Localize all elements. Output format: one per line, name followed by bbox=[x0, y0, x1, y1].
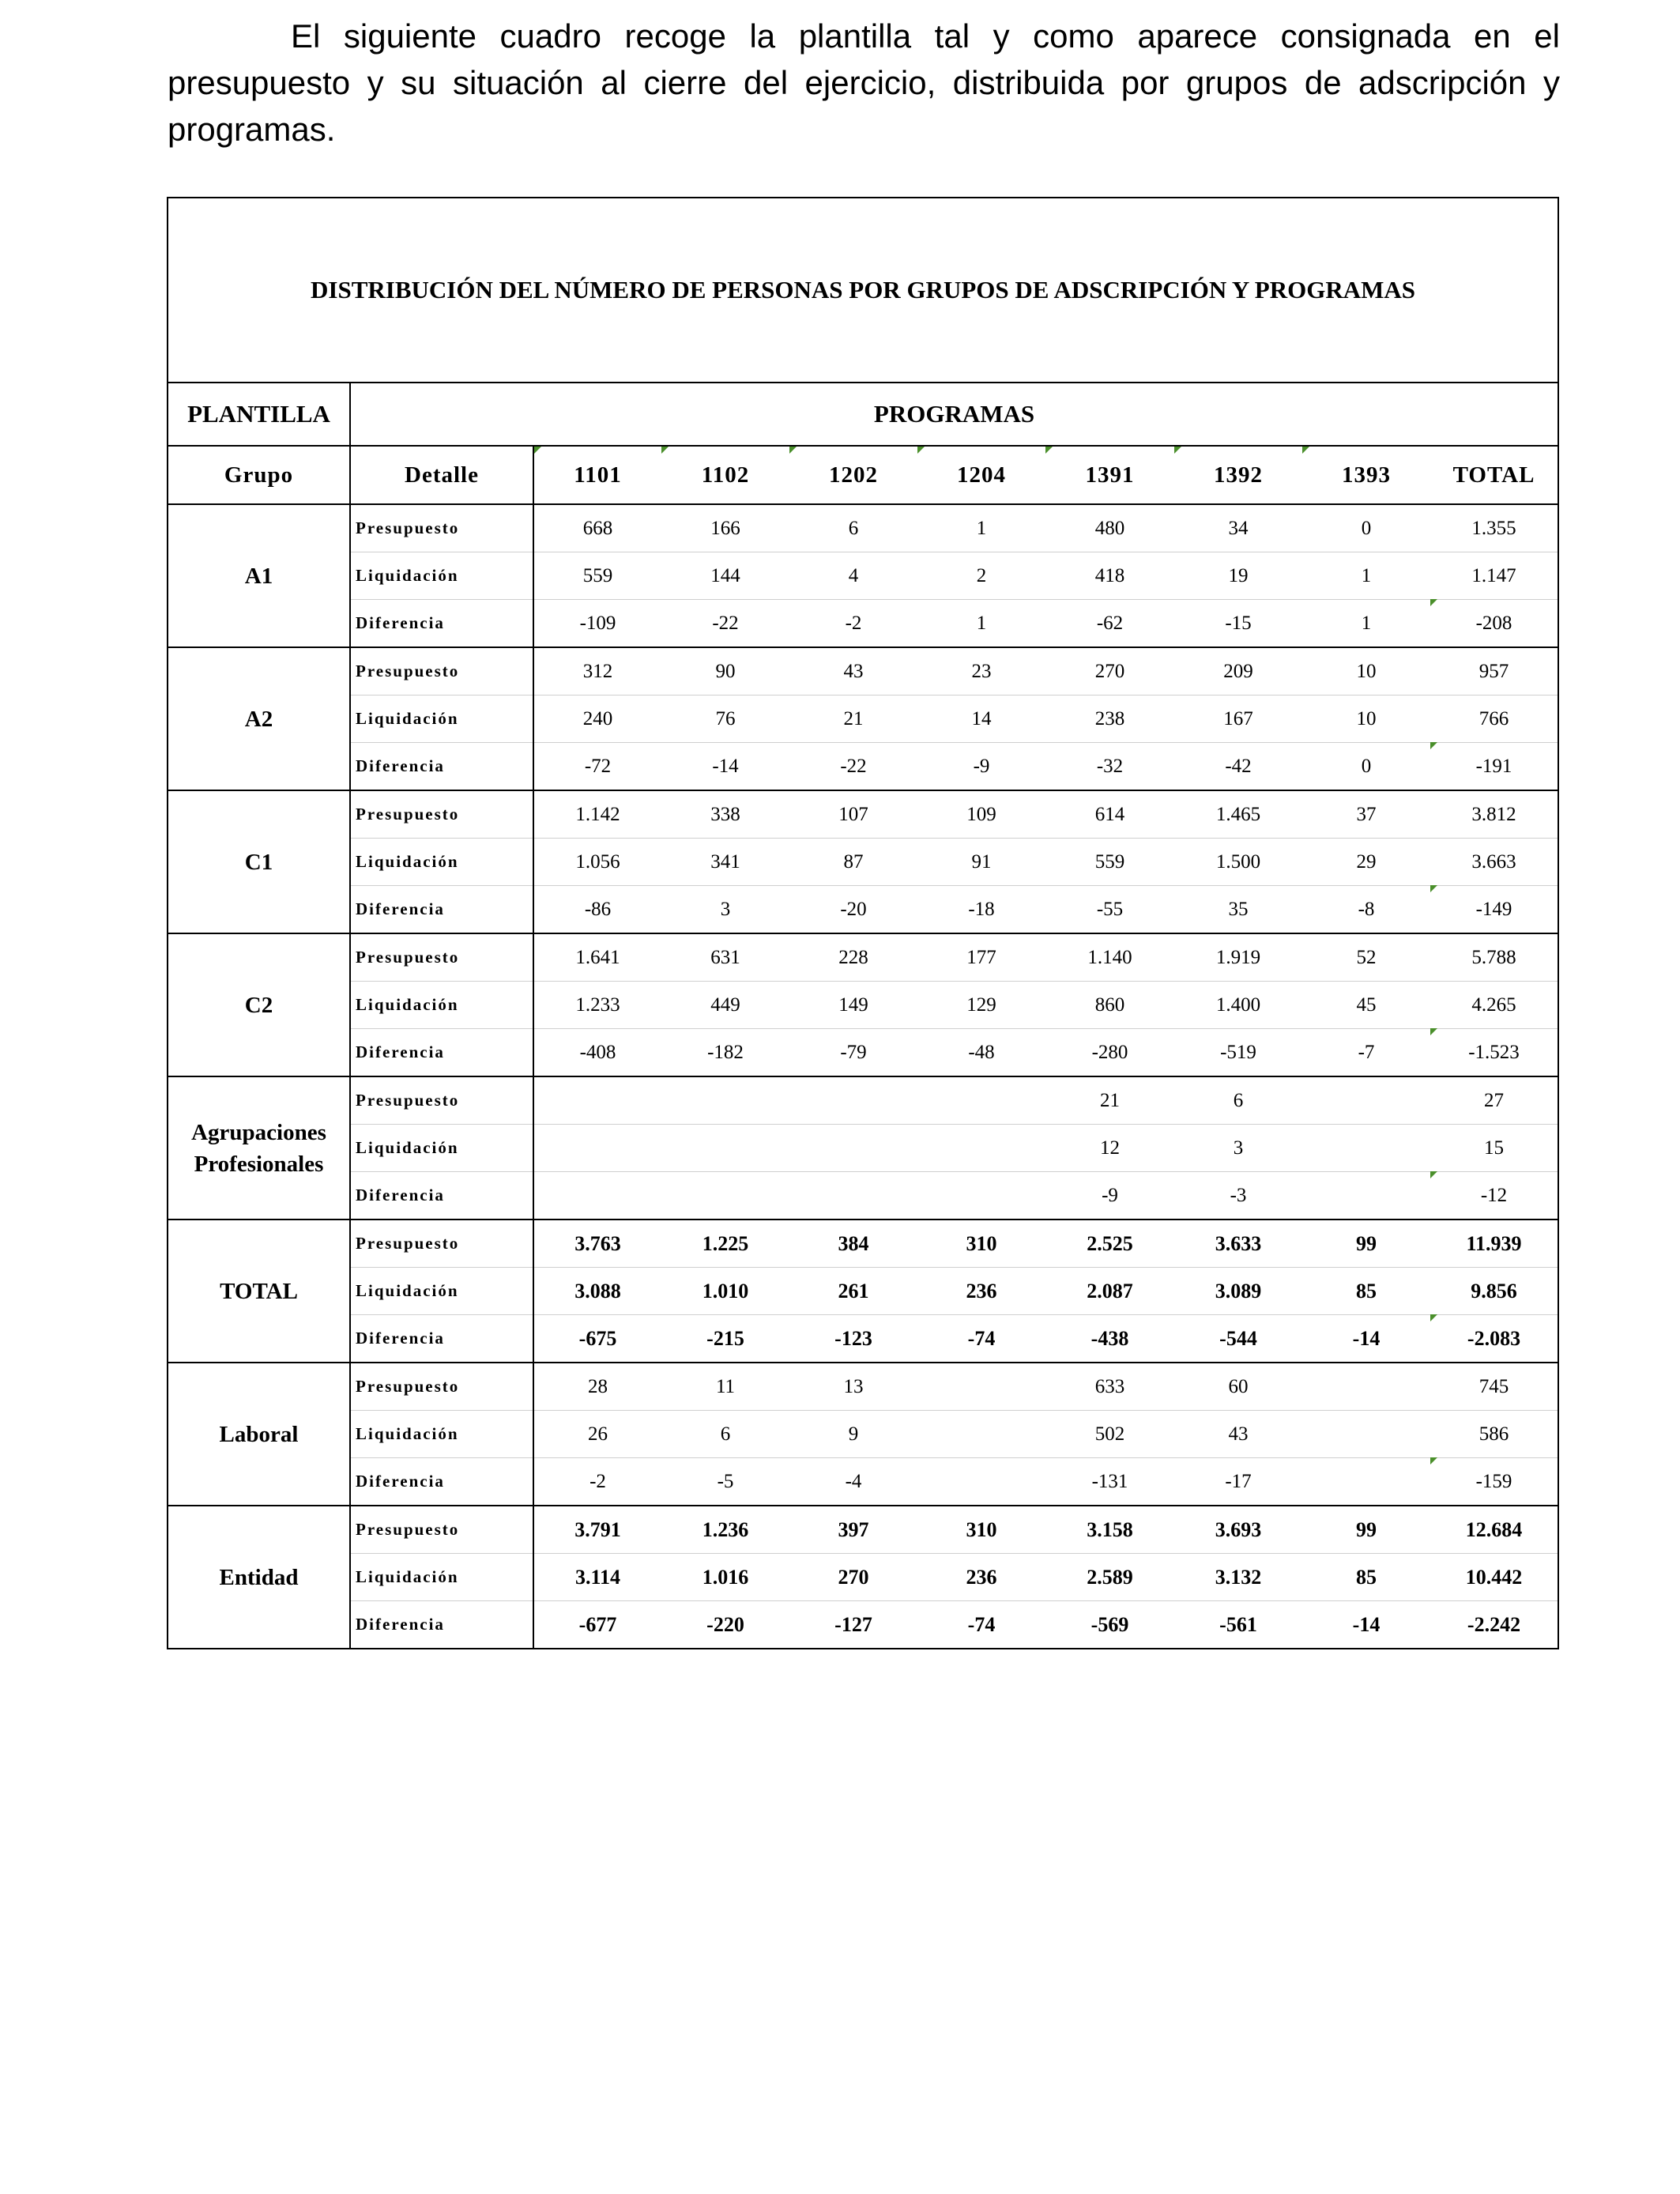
column-header-1392: 1392 bbox=[1174, 446, 1302, 504]
table-cell: 9 bbox=[789, 1411, 917, 1458]
group-name: C1 bbox=[168, 790, 350, 933]
table-cell: 668 bbox=[533, 504, 661, 552]
group-name: A2 bbox=[168, 647, 350, 790]
table-cell bbox=[1302, 1411, 1430, 1458]
table-row bbox=[168, 1506, 1558, 1554]
table-cell: 21 bbox=[1045, 1076, 1174, 1125]
table-cell: 2.589 bbox=[1045, 1554, 1174, 1601]
table-cell: 1.147 bbox=[1430, 552, 1558, 600]
column-header-1101: 1101 bbox=[533, 446, 661, 504]
table-cell: -569 bbox=[1045, 1601, 1174, 1649]
table-row bbox=[168, 1315, 1558, 1363]
detail-label: Liquidación bbox=[350, 1411, 533, 1458]
table-cell: 19 bbox=[1174, 552, 1302, 600]
table-cell: -18 bbox=[917, 886, 1045, 934]
table-cell: 1.400 bbox=[1174, 982, 1302, 1029]
detail-label: Diferencia bbox=[350, 1601, 533, 1649]
table-cell: 745 bbox=[1430, 1363, 1558, 1411]
table-cell: -2 bbox=[789, 600, 917, 648]
detail-label: Liquidación bbox=[350, 696, 533, 743]
table-cell: -2.083 bbox=[1430, 1315, 1558, 1363]
table-cell: 1.465 bbox=[1174, 790, 1302, 839]
grupo-header: Grupo bbox=[168, 446, 350, 504]
table-cell: -32 bbox=[1045, 743, 1174, 791]
table-cell: 1.140 bbox=[1045, 933, 1174, 982]
table-cell: 43 bbox=[789, 647, 917, 696]
detail-label: Presupuesto bbox=[350, 1220, 533, 1268]
table-row bbox=[168, 743, 1558, 791]
table-cell bbox=[789, 1125, 917, 1172]
table-cell: -48 bbox=[917, 1029, 1045, 1077]
table-cell: 12.684 bbox=[1430, 1506, 1558, 1554]
table-cell: 129 bbox=[917, 982, 1045, 1029]
table-row bbox=[168, 600, 1558, 648]
table-cell: 1 bbox=[1302, 600, 1430, 648]
table-cell bbox=[917, 1458, 1045, 1506]
detail-label: Presupuesto bbox=[350, 504, 533, 552]
table-cell: -8 bbox=[1302, 886, 1430, 934]
table-cell: 3.633 bbox=[1174, 1220, 1302, 1268]
table-cell bbox=[789, 1076, 917, 1125]
column-header-1102: 1102 bbox=[661, 446, 789, 504]
table-row bbox=[168, 504, 1558, 552]
table-cell: 10.442 bbox=[1430, 1554, 1558, 1601]
table-cell: 99 bbox=[1302, 1220, 1430, 1268]
table-cell: 449 bbox=[661, 982, 789, 1029]
table-row bbox=[168, 1029, 1558, 1077]
table-cell: 631 bbox=[661, 933, 789, 982]
table-cell: 270 bbox=[789, 1554, 917, 1601]
table-cell: -74 bbox=[917, 1315, 1045, 1363]
table-cell: -109 bbox=[533, 600, 661, 648]
table-cell: 14 bbox=[917, 696, 1045, 743]
table-cell: 614 bbox=[1045, 790, 1174, 839]
table-cell: -438 bbox=[1045, 1315, 1174, 1363]
table-cell: -215 bbox=[661, 1315, 789, 1363]
table-cell: 10 bbox=[1302, 696, 1430, 743]
table-cell bbox=[1302, 1363, 1430, 1411]
table-cell: -12 bbox=[1430, 1172, 1558, 1220]
table-cell: 310 bbox=[917, 1220, 1045, 1268]
table-cell: 6 bbox=[1174, 1076, 1302, 1125]
table-cell: 2 bbox=[917, 552, 1045, 600]
table-cell: 3.089 bbox=[1174, 1268, 1302, 1315]
table-cell: -14 bbox=[661, 743, 789, 791]
detail-label: Presupuesto bbox=[350, 1076, 533, 1125]
table-cell: 144 bbox=[661, 552, 789, 600]
table-cell: 149 bbox=[789, 982, 917, 1029]
table-cell: -3 bbox=[1174, 1172, 1302, 1220]
table-cell: -9 bbox=[917, 743, 1045, 791]
table-cell: 312 bbox=[533, 647, 661, 696]
table-row bbox=[168, 839, 1558, 886]
table-row bbox=[168, 647, 1558, 696]
detail-label: Presupuesto bbox=[350, 1506, 533, 1554]
detail-label: Diferencia bbox=[350, 1458, 533, 1506]
programas-header: PROGRAMAS bbox=[350, 383, 1558, 446]
group-name: Laboral bbox=[168, 1363, 350, 1506]
table-cell: 87 bbox=[789, 839, 917, 886]
table-cell bbox=[533, 1125, 661, 1172]
table-cell: -2.242 bbox=[1430, 1601, 1558, 1649]
table-cell bbox=[533, 1172, 661, 1220]
distribution-table bbox=[167, 197, 1559, 1649]
table-cell: 2.087 bbox=[1045, 1268, 1174, 1315]
column-header-total: TOTAL bbox=[1430, 446, 1558, 504]
table-cell: 3.088 bbox=[533, 1268, 661, 1315]
table-cell: 1 bbox=[1302, 552, 1430, 600]
table-cell: 240 bbox=[533, 696, 661, 743]
table-cell: 559 bbox=[1045, 839, 1174, 886]
detalle-header: Detalle bbox=[350, 446, 533, 504]
table-cell: -1.523 bbox=[1430, 1029, 1558, 1077]
table-cell: 236 bbox=[917, 1268, 1045, 1315]
column-header-1393: 1393 bbox=[1302, 446, 1430, 504]
table-cell: 633 bbox=[1045, 1363, 1174, 1411]
table-cell: 0 bbox=[1302, 504, 1430, 552]
table-row bbox=[168, 696, 1558, 743]
table-cell bbox=[917, 1076, 1045, 1125]
table-cell: 5.788 bbox=[1430, 933, 1558, 982]
table-cell: -2 bbox=[533, 1458, 661, 1506]
table-cell: -544 bbox=[1174, 1315, 1302, 1363]
table-cell: 3.663 bbox=[1430, 839, 1558, 886]
table-cell: 3 bbox=[1174, 1125, 1302, 1172]
table-cell: 3.132 bbox=[1174, 1554, 1302, 1601]
table-cell bbox=[661, 1125, 789, 1172]
table-cell: 310 bbox=[917, 1506, 1045, 1554]
table-cell: 109 bbox=[917, 790, 1045, 839]
detail-label: Liquidación bbox=[350, 839, 533, 886]
table-cell: -131 bbox=[1045, 1458, 1174, 1506]
table-cell: 957 bbox=[1430, 647, 1558, 696]
table-cell: -149 bbox=[1430, 886, 1558, 934]
table-cell: 228 bbox=[789, 933, 917, 982]
table-cell: 1 bbox=[917, 600, 1045, 648]
table-cell: 12 bbox=[1045, 1125, 1174, 1172]
table-cell: 45 bbox=[1302, 982, 1430, 1029]
table-cell: 43 bbox=[1174, 1411, 1302, 1458]
table-cell: 6 bbox=[789, 504, 917, 552]
table-row bbox=[168, 886, 1558, 934]
table-cell: 3.763 bbox=[533, 1220, 661, 1268]
table-cell: 60 bbox=[1174, 1363, 1302, 1411]
table-row bbox=[168, 552, 1558, 600]
table-cell: 418 bbox=[1045, 552, 1174, 600]
table-cell bbox=[917, 1411, 1045, 1458]
table-cell: -5 bbox=[661, 1458, 789, 1506]
table-cell: 1.236 bbox=[661, 1506, 789, 1554]
group-name: Entidad bbox=[168, 1506, 350, 1649]
detail-label: Presupuesto bbox=[350, 933, 533, 982]
table-cell: -62 bbox=[1045, 600, 1174, 648]
table-cell: -220 bbox=[661, 1601, 789, 1649]
table-row bbox=[168, 982, 1558, 1029]
detail-label: Liquidación bbox=[350, 552, 533, 600]
table-cell: 167 bbox=[1174, 696, 1302, 743]
table-cell bbox=[661, 1076, 789, 1125]
column-header-1204: 1204 bbox=[917, 446, 1045, 504]
detail-label: Liquidación bbox=[350, 1268, 533, 1315]
detail-label: Presupuesto bbox=[350, 790, 533, 839]
table-cell: 107 bbox=[789, 790, 917, 839]
table-row bbox=[168, 790, 1558, 839]
table-cell: 586 bbox=[1430, 1411, 1558, 1458]
table-cell bbox=[661, 1172, 789, 1220]
table-cell: 236 bbox=[917, 1554, 1045, 1601]
table-cell: 34 bbox=[1174, 504, 1302, 552]
table-cell: 397 bbox=[789, 1506, 917, 1554]
detail-label: Diferencia bbox=[350, 600, 533, 648]
table-cell: -55 bbox=[1045, 886, 1174, 934]
table-cell: -22 bbox=[661, 600, 789, 648]
table-cell: 270 bbox=[1045, 647, 1174, 696]
table-cell: 23 bbox=[917, 647, 1045, 696]
table-cell: 15 bbox=[1430, 1125, 1558, 1172]
table-cell: -4 bbox=[789, 1458, 917, 1506]
detail-label: Diferencia bbox=[350, 1315, 533, 1363]
detail-label: Liquidación bbox=[350, 1554, 533, 1601]
group-name: C2 bbox=[168, 933, 350, 1076]
table-cell bbox=[917, 1363, 1045, 1411]
table-cell: 29 bbox=[1302, 839, 1430, 886]
table-cell bbox=[917, 1125, 1045, 1172]
table-cell: -72 bbox=[533, 743, 661, 791]
table-cell: 6 bbox=[661, 1411, 789, 1458]
table-row bbox=[168, 1601, 1558, 1649]
table-cell: 1.641 bbox=[533, 933, 661, 982]
table-cell: 3.812 bbox=[1430, 790, 1558, 839]
table-cell: 90 bbox=[661, 647, 789, 696]
table-cell bbox=[1302, 1076, 1430, 1125]
table-cell: -127 bbox=[789, 1601, 917, 1649]
detail-label: Presupuesto bbox=[350, 1363, 533, 1411]
table-cell: 559 bbox=[533, 552, 661, 600]
table-cell: 10 bbox=[1302, 647, 1430, 696]
detail-label: Diferencia bbox=[350, 1172, 533, 1220]
table-cell: 52 bbox=[1302, 933, 1430, 982]
detail-label: Diferencia bbox=[350, 1029, 533, 1077]
table-cell: -7 bbox=[1302, 1029, 1430, 1077]
table-row bbox=[168, 1458, 1558, 1506]
detail-label: Liquidación bbox=[350, 982, 533, 1029]
table-cell: -20 bbox=[789, 886, 917, 934]
table-cell: 1.056 bbox=[533, 839, 661, 886]
table-cell: 1.142 bbox=[533, 790, 661, 839]
table-cell: -677 bbox=[533, 1601, 661, 1649]
detail-label: Diferencia bbox=[350, 743, 533, 791]
table-cell: 27 bbox=[1430, 1076, 1558, 1125]
table-cell: 11 bbox=[661, 1363, 789, 1411]
table-cell bbox=[1302, 1458, 1430, 1506]
table-cell: -86 bbox=[533, 886, 661, 934]
table-cell: 1.016 bbox=[661, 1554, 789, 1601]
table-cell: -22 bbox=[789, 743, 917, 791]
column-header-1202: 1202 bbox=[789, 446, 917, 504]
table-row bbox=[168, 1554, 1558, 1601]
table-row bbox=[168, 933, 1558, 982]
table-row bbox=[168, 1220, 1558, 1268]
table-cell: 2.525 bbox=[1045, 1220, 1174, 1268]
table-cell: 1.010 bbox=[661, 1268, 789, 1315]
table-cell: 3.693 bbox=[1174, 1506, 1302, 1554]
table-cell: 3.791 bbox=[533, 1506, 661, 1554]
table-cell: -17 bbox=[1174, 1458, 1302, 1506]
table-cell: 4 bbox=[789, 552, 917, 600]
table-row bbox=[168, 1363, 1558, 1411]
table-title: DISTRIBUCIÓN DEL NÚMERO DE PERSONAS POR GRUPOS DE ADSCRIPCIÓN Y PROGRAMAS bbox=[168, 198, 1558, 383]
table-cell: 21 bbox=[789, 696, 917, 743]
table-cell: 338 bbox=[661, 790, 789, 839]
table-cell: 76 bbox=[661, 696, 789, 743]
group-name: Agrupaciones Profesionales bbox=[168, 1076, 350, 1220]
table-cell: -561 bbox=[1174, 1601, 1302, 1649]
table-row bbox=[168, 1125, 1558, 1172]
table-cell: 85 bbox=[1302, 1268, 1430, 1315]
table-cell: 3.158 bbox=[1045, 1506, 1174, 1554]
table-cell: -519 bbox=[1174, 1029, 1302, 1077]
table-row bbox=[168, 1076, 1558, 1125]
table-cell: -15 bbox=[1174, 600, 1302, 648]
detail-label: Diferencia bbox=[350, 886, 533, 934]
table-cell: 3 bbox=[661, 886, 789, 934]
table-cell: -14 bbox=[1302, 1601, 1430, 1649]
table-row bbox=[168, 1411, 1558, 1458]
group-name: A1 bbox=[168, 504, 350, 647]
table-cell: 238 bbox=[1045, 696, 1174, 743]
table-cell: -74 bbox=[917, 1601, 1045, 1649]
table-cell bbox=[1302, 1172, 1430, 1220]
table-row bbox=[168, 1268, 1558, 1315]
table-cell: 1.225 bbox=[661, 1220, 789, 1268]
table-cell: 177 bbox=[917, 933, 1045, 982]
table-cell: -14 bbox=[1302, 1315, 1430, 1363]
table-cell: -191 bbox=[1430, 743, 1558, 791]
table-cell: -123 bbox=[789, 1315, 917, 1363]
table-cell: 85 bbox=[1302, 1554, 1430, 1601]
table-cell: 99 bbox=[1302, 1506, 1430, 1554]
table-cell: 166 bbox=[661, 504, 789, 552]
table-cell: 502 bbox=[1045, 1411, 1174, 1458]
table-cell: -675 bbox=[533, 1315, 661, 1363]
table-cell: -280 bbox=[1045, 1029, 1174, 1077]
table-cell: 11.939 bbox=[1430, 1220, 1558, 1268]
table-cell: 766 bbox=[1430, 696, 1558, 743]
table-cell: 261 bbox=[789, 1268, 917, 1315]
table-cell: 1.500 bbox=[1174, 839, 1302, 886]
table-cell: -9 bbox=[1045, 1172, 1174, 1220]
group-name: TOTAL bbox=[168, 1220, 350, 1363]
table-cell: 35 bbox=[1174, 886, 1302, 934]
table-cell: -208 bbox=[1430, 600, 1558, 648]
table-row bbox=[168, 1172, 1558, 1220]
table-cell: 37 bbox=[1302, 790, 1430, 839]
table-cell: -408 bbox=[533, 1029, 661, 1077]
table-cell: -42 bbox=[1174, 743, 1302, 791]
table-cell: 4.265 bbox=[1430, 982, 1558, 1029]
table-cell bbox=[789, 1172, 917, 1220]
table-cell: 1.233 bbox=[533, 982, 661, 1029]
table-cell: -79 bbox=[789, 1029, 917, 1077]
table-cell: 0 bbox=[1302, 743, 1430, 791]
table-cell: -182 bbox=[661, 1029, 789, 1077]
table-cell: 28 bbox=[533, 1363, 661, 1411]
table-cell bbox=[1302, 1125, 1430, 1172]
table-cell: 860 bbox=[1045, 982, 1174, 1029]
detail-label: Presupuesto bbox=[350, 647, 533, 696]
plantilla-header: PLANTILLA bbox=[168, 383, 350, 446]
table-cell: 9.856 bbox=[1430, 1268, 1558, 1315]
table-cell: 341 bbox=[661, 839, 789, 886]
table-cell: 1.355 bbox=[1430, 504, 1558, 552]
table-cell: 91 bbox=[917, 839, 1045, 886]
table-cell bbox=[917, 1172, 1045, 1220]
table-cell: 480 bbox=[1045, 504, 1174, 552]
table-cell bbox=[533, 1076, 661, 1125]
table-cell: -159 bbox=[1430, 1458, 1558, 1506]
table-cell: 384 bbox=[789, 1220, 917, 1268]
intro-paragraph: El siguiente cuadro recoge la plantilla tal y como aparece consignada en el presupuesto y su situación al cierre del ejercicio, distribuida por grupos de adscripción y programas. bbox=[168, 17, 1560, 148]
column-header-1391: 1391 bbox=[1045, 446, 1174, 504]
detail-label: Liquidación bbox=[350, 1125, 533, 1172]
table-cell: 26 bbox=[533, 1411, 661, 1458]
table-cell: 3.114 bbox=[533, 1554, 661, 1601]
table-cell: 13 bbox=[789, 1363, 917, 1411]
table-cell: 1.919 bbox=[1174, 933, 1302, 982]
table-cell: 1 bbox=[917, 504, 1045, 552]
table-cell: 209 bbox=[1174, 647, 1302, 696]
